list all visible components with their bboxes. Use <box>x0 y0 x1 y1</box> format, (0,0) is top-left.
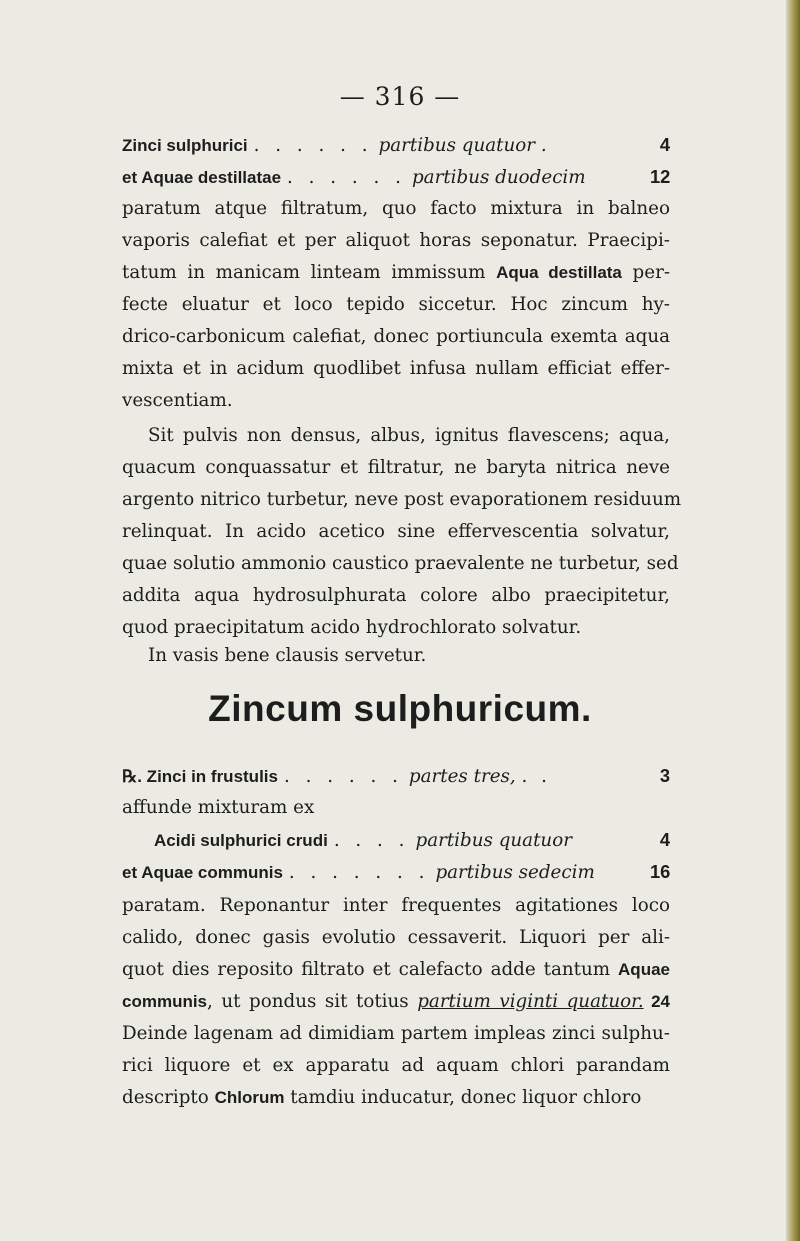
amount: 12 <box>650 166 671 187</box>
amount: 4 <box>659 134 670 155</box>
text-run: per- <box>621 262 670 283</box>
leader-dots: . . . . . . <box>287 167 406 188</box>
text-line: Sit pulvis non densus, albus, ignitus flavescens; aqua, <box>148 425 670 446</box>
recipe-line <box>122 760 670 792</box>
amount: 4 <box>659 829 670 850</box>
amount: 3 <box>659 765 670 786</box>
leader-dots: . . <box>521 766 551 787</box>
page-edge <box>786 0 800 1241</box>
leader-dots: . . . . . . <box>283 766 403 787</box>
paragraph-storage <box>122 640 670 672</box>
text-line: Deinde lagenam ad dimidiam partem impleas zinci sulphu- <box>122 1023 670 1044</box>
text-line <box>122 986 670 1018</box>
section-title: Zincum sulphuricum. <box>208 688 592 729</box>
text-line: rici liquore et ex apparatu ad aquam chlori parandam <box>122 1055 670 1076</box>
text-run: quot dies reposito filtrato et calefacto adde tantum <box>122 959 619 980</box>
recipe-zincum-sulphuricum <box>122 760 670 888</box>
text-line: relinquat. In acido acetico sine effervescentia solvatur, <box>122 521 670 542</box>
recipe-line <box>122 856 670 888</box>
leader-dots: . . . . . . <box>253 135 373 156</box>
ingredient: Zinci sulphurici <box>122 136 248 155</box>
recipe-line <box>122 129 670 161</box>
bold-term: Chlorum <box>214 1088 285 1107</box>
text-line: paratum atque filtratum, quo facto mixtura in balneo <box>122 198 670 219</box>
leader-dots: . . . . . . . <box>288 862 430 883</box>
text-line: affunde mixturam ex <box>122 797 315 818</box>
paragraph-procedure <box>122 890 670 1114</box>
leader-dots: . . . . <box>333 830 410 851</box>
quantity: partibus duodecim <box>411 167 586 188</box>
text-line: addita aqua hydrosulphurata colore albo praecipitetur, <box>122 585 670 606</box>
text-run: descripto <box>122 1087 215 1108</box>
text-line: paratam. Reponantur inter frequentes agitationes loco <box>122 895 670 916</box>
text-run: tamdiu inducatur, donec liquor chloro <box>284 1087 642 1108</box>
recipe-zinci-sulphurici <box>122 129 670 193</box>
bold-term: Aqua destillata <box>496 263 622 282</box>
amount: 24 <box>643 992 671 1011</box>
text-line: drico-carbonicum calefiat, donec portiuncula exemta aqua <box>122 326 670 347</box>
text-run: , ut pondus sit totius <box>207 991 418 1012</box>
text-line: quacum conquassatur et filtratur, ne baryta nitrica neve <box>122 457 670 478</box>
bold-term: communis <box>122 992 208 1011</box>
text-line <box>122 257 670 289</box>
italic-term: partium viginti quatuor. <box>417 991 644 1012</box>
ingredient: Acidi sulphurici crudi <box>154 831 328 850</box>
text-run: tatum in manicam linteam immissum <box>122 262 497 283</box>
quantity <box>409 761 650 793</box>
bold-term: Aquae <box>618 960 670 979</box>
quantity-text: partes tres, <box>408 766 516 787</box>
ingredient: et Aquae communis <box>122 863 283 882</box>
text-line: fecte eluatur et loco tepido siccetur. Hoc zincum hy- <box>122 294 670 315</box>
paragraph-preparation <box>122 193 670 417</box>
page-number: — 316 — <box>339 82 461 111</box>
text-line: mixta et in acidum quodlibet infusa nullam efficiat effer- <box>122 358 670 379</box>
text-line: quae solutio ammonio caustico praevalente ne turbetur, sed <box>122 553 679 574</box>
amount: 16 <box>650 861 671 882</box>
text-line: vescentiam. <box>122 390 233 411</box>
text-line: quod praecipitatum acido hydrochlorato solvatur. <box>122 617 582 638</box>
ingredient: et Aquae destillatae <box>122 168 282 187</box>
text-line: In vasis bene clausis servetur. <box>148 645 427 666</box>
text-line: argento nitrico turbetur, neve post evaporationem residuum <box>122 489 682 510</box>
paragraph-description <box>122 420 682 644</box>
recipe-line <box>122 161 670 193</box>
quantity: partibus quatuor . <box>378 135 547 156</box>
text-line: vaporis calefiat et per aliquot horas seponatur. Praecipi- <box>122 230 670 251</box>
quantity: partibus quatuor <box>415 830 572 851</box>
quantity: partibus sedecim <box>435 862 595 883</box>
text-line: calido, donec gasis evolutio cessaverit. Liquori per ali- <box>122 927 670 948</box>
text-line <box>122 1082 670 1114</box>
text-line <box>122 954 670 986</box>
recipe-line <box>122 824 670 856</box>
ingredient: ℞. Zinci in frustulis <box>122 767 278 786</box>
